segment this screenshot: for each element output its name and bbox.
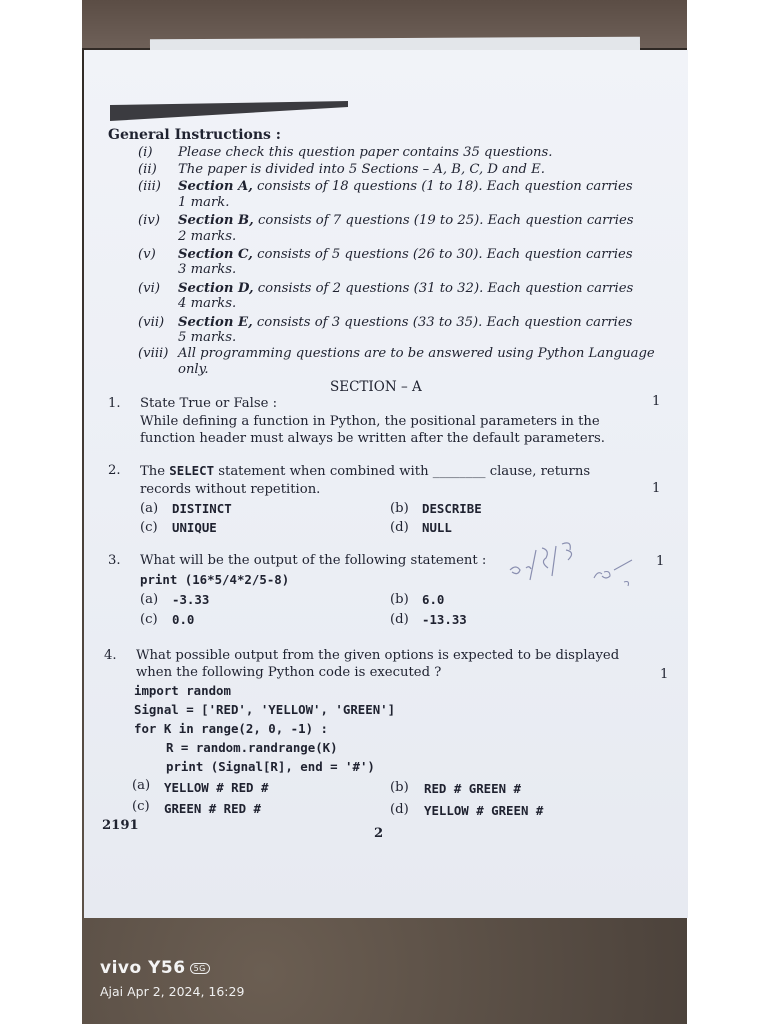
instruction-num: (iii) [138,179,161,194]
question-text: statement when combined with ________ clause, returns [214,464,591,479]
option-label: (c) [140,612,158,627]
page-number: 2 [374,826,384,841]
option-label: (a) [140,501,159,516]
option-a: YELLOW # RED # [164,780,269,795]
question-text: The [140,464,170,479]
keyword: SELECT [169,463,215,478]
instruction-text: All programming questions are to be answered using Python Language [178,346,655,361]
option-c: 0.0 [172,612,195,627]
instruction-text: only. [178,362,209,377]
option-label: (b) [390,780,409,795]
option-label: (b) [390,501,409,516]
instruction-text: consists of 7 questions (19 to 25). Each question carries [253,213,634,228]
option-b: DESCRIBE [422,501,482,516]
question-number: 1. [108,396,121,411]
option-c: GREEN # RED # [164,801,261,816]
instruction-text: 5 marks. [178,330,237,345]
question-text: function header must always be written after the default parameters. [140,431,606,446]
question-marks: 1 [652,481,661,496]
camera-brand: vivo Y56 [100,958,186,978]
question-text: when the following Python code is executed ? [136,665,442,680]
instruction-num: (v) [138,247,156,262]
option-label: (c) [132,799,150,814]
header-decoration [110,101,348,121]
instruction-text: 3 marks. [178,262,237,277]
question-text: records without repetition. [140,482,321,497]
section-name: Section C, [178,247,253,262]
instruction-num: (iv) [138,213,160,228]
option-d: YELLOW # GREEN # [424,803,544,818]
question-text: What possible output from the given options is expected to be displayed [136,648,620,663]
section-name: Section B, [178,213,254,228]
instruction-text: consists of 5 questions (26 to 30). Each question carries [252,247,633,262]
instruction-num: (i) [138,145,153,160]
option-b: RED # GREEN # [424,781,521,796]
photo-timestamp: Ajai Apr 2, 2024, 16:29 [100,984,245,999]
option-a: -3.33 [172,592,210,607]
question-number: 3. [108,553,121,568]
instruction-text: 1 mark. [178,195,230,210]
option-label: (a) [132,778,151,793]
option-d: NULL [422,520,452,535]
code-line: print (16*5/4*2/5-8) [140,572,290,587]
question-marks: 1 [660,667,669,682]
option-a: DISTINCT [172,501,232,516]
question-text: What will be the output of the following statement : [140,553,487,568]
option-c: UNIQUE [172,520,217,535]
instruction-text: 2 marks. [178,229,237,244]
code-line: Signal = ['RED', 'YELLOW', 'GREEN'] [134,702,396,717]
option-b: 6.0 [422,592,445,607]
instruction-num: (viii) [138,346,169,361]
instructions-heading: General Instructions : [108,127,281,143]
instruction-text: consists of 18 questions (1 to 18). Each question carries [252,179,633,194]
section-name: Section D, [178,281,254,296]
question-number: 2. [108,463,121,478]
camera-badge: 5G [190,963,210,974]
instruction-text: consists of 2 questions (31 to 32). Each question carries [253,281,634,296]
instruction-num: (ii) [138,162,157,177]
question-marks: 1 [656,554,665,569]
option-label: (d) [390,520,409,535]
exam-page [84,50,688,918]
question-text: State True or False : [140,396,278,411]
camera-watermark [100,958,210,978]
section-title: SECTION – A [330,379,422,395]
option-label: (c) [140,520,158,535]
instruction-num: (vi) [138,281,160,296]
question-text: While defining a function in Python, the positional parameters in the [140,414,600,429]
pencil-scribble [504,520,644,600]
code-line: R = random.randrange(K) [166,740,338,755]
code-line: for K in range(2, 0, -1) : [134,721,328,736]
option-label: (b) [390,592,409,607]
instruction-text: Please check this question paper contains 35 questions. [178,145,553,160]
option-label: (d) [390,802,409,817]
section-name: Section A, [178,179,253,194]
instruction-text: 4 marks. [178,296,237,311]
instruction-text: consists of 3 questions (33 to 35). Each question carries [252,315,633,330]
code-line: print (Signal[R], end = '#') [166,759,375,774]
question-marks: 1 [652,394,661,409]
instruction-text: The paper is divided into 5 Sections – A, B, C, D and E. [178,162,545,177]
section-name: Section E, [178,315,253,330]
option-label: (a) [140,592,159,607]
paper-code: 2191 [102,818,139,833]
option-d: -13.33 [422,612,467,627]
question-number: 4. [104,648,117,663]
code-line: import random [134,683,231,698]
option-label: (d) [390,612,409,627]
instruction-num: (vii) [138,315,165,330]
